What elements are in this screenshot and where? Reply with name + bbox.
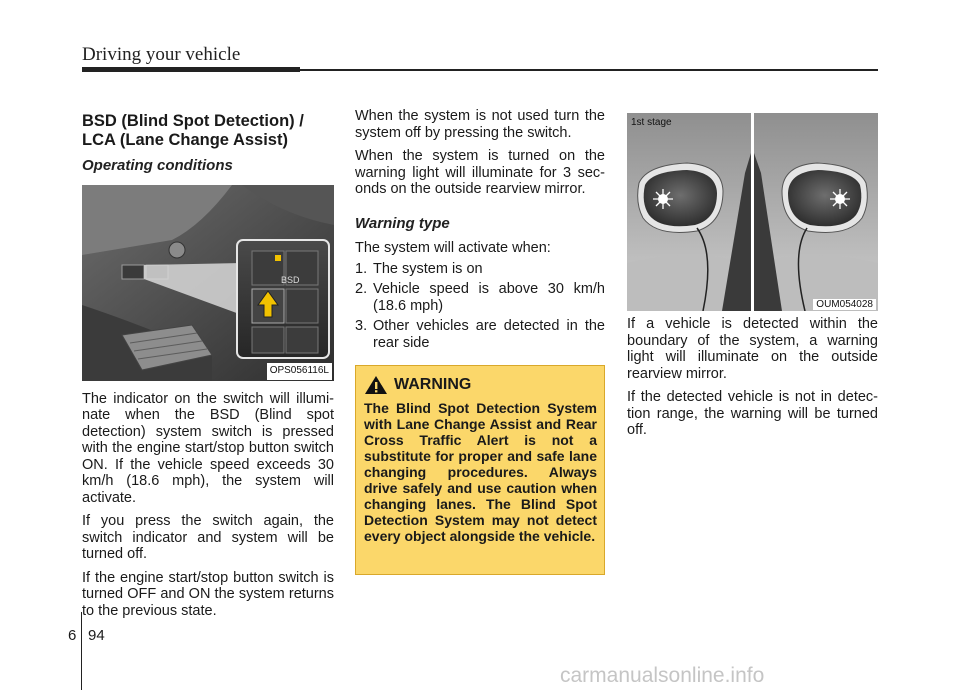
subheading-warning-type: Warning type [355, 214, 450, 232]
mirror-indicator-illustration [627, 113, 878, 311]
list-text: The system is on [373, 260, 483, 277]
warning-text: The Blind Spot Detection System with Lane Change Assist and Rear Cross Traffic Alert is not a substitute for proper and safe lane changing procedures. Always drive safely and use caution when changing lanes. The Blind Spot Detection System may not detect every object alongside the vehicle. [364, 400, 597, 544]
list-number: 2. [355, 281, 368, 297]
header-rule-thick [82, 67, 300, 72]
page-number: 94 [88, 627, 105, 644]
warning-triangle-icon [364, 375, 388, 395]
paragraph: If a vehicle is detected within the boundary of the system, a warning light will illuminate on the outside rearview mirror. [627, 316, 878, 382]
list-item [355, 281, 605, 314]
list-item [355, 261, 605, 278]
warning-title: WARNING [394, 376, 472, 393]
warning-header [364, 375, 597, 395]
paragraph: If the detected vehicle is not in detec-tion range, the warning will be turned off. [627, 389, 878, 438]
paragraph: If the engine start/stop button switch is turned OFF and ON the system returns to the previous state. [82, 569, 334, 619]
header-rule-thin [300, 69, 878, 71]
column-3 [627, 316, 878, 446]
figure-caption: OPS056116L [267, 363, 332, 380]
dashboard-switch-image [82, 185, 334, 381]
paragraph: If you press the switch again, the switch indicator and system will be turned off. [82, 513, 334, 562]
figure-caption: OUM054028 [813, 299, 876, 310]
list-text: Vehicle speed is above 30 km/h (18.6 mph) [373, 281, 605, 314]
switch-panel-illustration [82, 185, 334, 381]
side-mirror-image [627, 113, 878, 311]
list-number: 1. [355, 260, 368, 277]
footer-divider [81, 612, 82, 690]
warning-box [355, 365, 605, 575]
paragraph: The system will activate when: [355, 240, 551, 256]
subheading-operating-conditions: Operating conditions [82, 157, 233, 174]
paragraph: The indicator on the switch will illumi-nate when the BSD (Blind spot detection) system switch is pressed with the engine start/stop button switch ON. If the vehicle speed exceeds 30 km/h (18.6 mph), the system will activate. [82, 390, 334, 506]
figure-stage-label: 1st stage [631, 117, 672, 128]
list-text: Other vehicles are detected in the rear side [373, 318, 605, 351]
list-item [355, 318, 605, 351]
watermark: carmanualsonline.info [560, 664, 765, 687]
section-heading: BSD (Blind Spot Detection) / LCA (Lane Change Assist) [82, 112, 304, 149]
column-2 [355, 108, 605, 355]
paragraph: When the system is not used turn the system off by pressing the switch. [355, 108, 605, 141]
paragraph: When the system is turned on the warning light will illuminate for 3 sec-onds on the outside rearview mirror. [355, 148, 605, 197]
section-number: 6 [68, 627, 77, 644]
column-1 [82, 112, 334, 626]
page-header-title: Driving your vehicle [82, 44, 241, 65]
list-number: 3. [355, 318, 368, 334]
svg-text:BSD: BSD [281, 274, 300, 285]
